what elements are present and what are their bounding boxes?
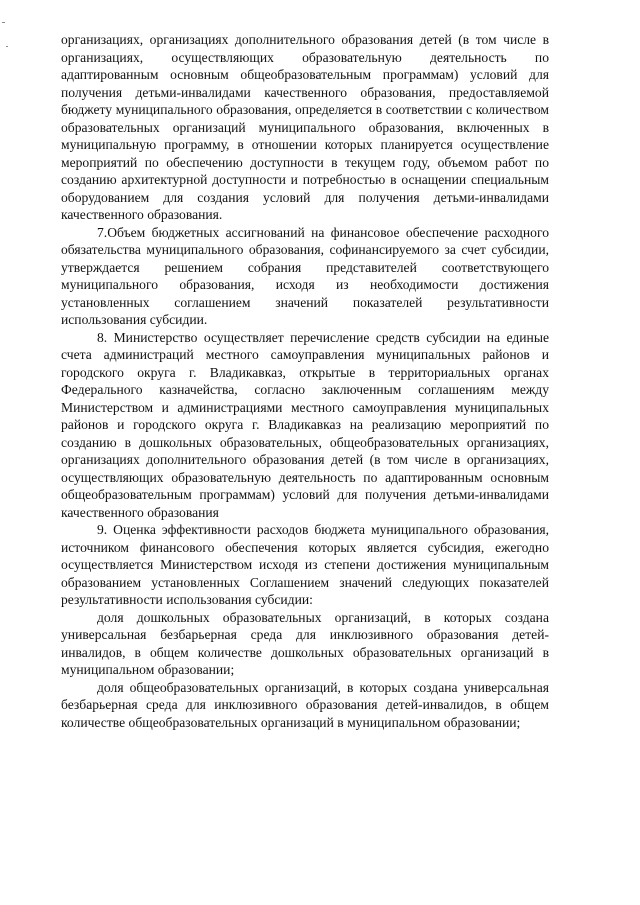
scan-mark <box>6 46 8 47</box>
paragraph-item-9: 9. Оценка эффективности расходов бюджета муниципального образования, источником финансового обеспечения которых является субсидия, ежегодно осуществляется Министерством исходя из степени достижения муниципальным образованием установленных Соглашением значений следующих показателей результативности использования субсидии: <box>61 522 549 607</box>
paragraph-item-7: 7.Объем бюджетных ассигнований на финансовое обеспечение расходного обязательства муниципального образования, софинансируемого за счет субсидии, утверждается решением собрания представителей соответствующего муниципального образования, исходя из необходимости достижения установленных соглашением значений показателей результативности использования субсидии. <box>61 224 549 327</box>
document-body <box>61 31 549 731</box>
scan-mark <box>2 22 5 23</box>
paragraph-continuation: организациях, организациях дополнительного образования детей (в том числе в организациях, осуществляющих образовательную деятельность по адаптированным основным общеобразовательным программам) условий для получения детьми-инвалидами качественного образования, предоставляемой бюджету муниципального образования, определяется в соответствии с количеством образовательных организаций муниципального образования, включенных в муниципальную программу, в отношении которых планируется осуществление мероприятий по обеспечению доступности в текущем году, объемом работ по созданию архитектурной доступности и потребностью в оснащении специальным оборудованием для создания условий для получения детьми-инвалидами качественного образования. <box>61 32 549 222</box>
paragraph-item-8: 8. Министерство осуществляет перечисление средств субсидии на единые счета администраций местного самоуправления муниципальных районов и городского округа г. Владикавказ, открытые в территориальных органах Федерального казначейства, согласно заключенным соглашениям между Министерством и администрациями местного самоуправления муниципальных районов и городского округа г. Владикавказ на реализацию мероприятий по созданию в дошкольных образовательных, общеобразовательных организациях, организациях дополнительного образования детей (в том числе в организациях, осуществляющих образовательную деятельность по адаптированным основным общеобразовательным программам) условий для получения детьми-инвалидами качественного образования <box>61 329 549 520</box>
indicator-school-share: доля общеобразовательных организаций, в которых создана универсальная безбарьерная среда для инклюзивного образования детей-инвалидов, в общем количестве общеобразовательных организаций в муниципальном образовании; <box>61 679 549 730</box>
indicator-preschool-share: доля дошкольных образовательных организаций, в которых создана универсальная безбарьерная среда для инклюзивного образования детей-инвалидов, в общем количестве дошкольных образовательных организаций в муниципальном образовании; <box>61 609 549 677</box>
